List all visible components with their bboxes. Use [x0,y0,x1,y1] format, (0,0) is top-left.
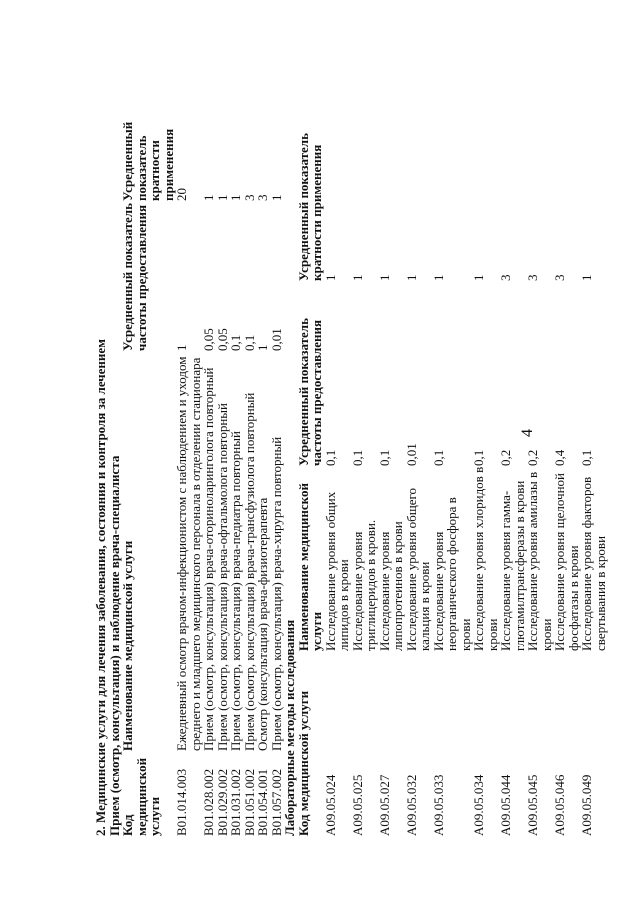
cell-name: Исследование уровня гамма-глютамилтрансферазы в крови [498,480,527,651]
cell-code: A09.05.049 [579,774,594,836]
cell-name: Исследование уровня амилазы в крови [525,471,554,651]
cell-multiplicity: 3 [498,274,513,281]
table-row [405,96,432,836]
cell-frequency: 0,1 [376,449,392,466]
cell-name: Осмотр (консультация) врача-физиотерапевта [255,497,270,751]
cell-code: A09.05.046 [552,774,567,836]
cell-code: B01.029.002 [214,768,230,836]
lab-tests-table [283,96,607,836]
cell-multiplicity: 1 [214,194,230,201]
table-row [580,96,607,836]
cell-name: Исследование уровня неорганического фосфора в крови [430,497,473,651]
subsection-title: Прием (осмотр, консультация) и наблюдение врача-специалиста [106,455,122,836]
cell-code: A09.05.033 [430,774,446,836]
cell-name: Исследование уровня общего кальция в крови [403,487,432,651]
cell-code: A09.05.024 [322,774,338,836]
table-row [432,96,473,836]
header-code: Код медицинской услуги [120,757,162,836]
cell-code: A09.05.025 [349,774,365,836]
lab-section-title-row [283,96,297,836]
cell-frequency: 1 [255,344,270,351]
cell-name: Исследование уровня общих липидов в крови [322,491,351,651]
cell-name: Прием (осмотр, консультация) врача-оториноларинголога повторный [201,367,216,751]
cell-code: B01.054.001 [255,768,270,836]
cell-multiplicity: 20 [174,188,189,201]
document-body [94,36,607,836]
cell-frequency: 0,1 [579,449,594,466]
table-header-row [121,96,175,836]
cell-name: Прием (осмотр, консультация) врача-педиатра повторный [228,431,243,751]
cell-frequency: 0,4 [552,449,567,466]
table-row [553,96,580,836]
cell-code: A09.05.032 [403,774,419,836]
cell-multiplicity: 1 [579,274,594,281]
cell-frequency: 0,01 [403,443,419,466]
cell-frequency: 0,1 [228,334,243,351]
cell-code: B01.051.002 [241,768,257,836]
cell-name: Исследование уровня липопротеинов в крови [376,521,405,651]
cell-code: A09.05.034 [471,774,486,836]
table-row [499,96,526,836]
cell-frequency: 0,01 [268,328,284,351]
cell-frequency: 0,1 [241,334,257,351]
cell-multiplicity: 3 [525,274,540,281]
header-multiplicity: Усредненный показатель кратности применения [120,121,176,201]
table-row [243,96,257,836]
cell-name: Прием (осмотр, консультация) врача-хирурга повторный [268,436,284,751]
cell-multiplicity: 3 [552,274,567,281]
cell-frequency: 1 [174,344,189,351]
cell-frequency: 0,1 [471,449,486,466]
header-name: Наименование медицинской услуги [295,483,324,651]
cell-name: Исследование уровня щелочной фосфатазы в крови [552,472,581,651]
header-name: Наименование медицинской услуги [120,540,135,751]
cell-frequency: 0,05 [201,328,216,351]
lab-section-title: Лабораторные методы исследования [282,619,297,836]
table-row [229,96,243,836]
cell-code: B01.057.002 [268,768,284,836]
cell-multiplicity: 3 [241,194,257,201]
cell-multiplicity: 1 [268,194,284,201]
cell-name: Исследование уровня триглицеридов в крови. [349,519,378,651]
header-frequency: Усредненный показатель частоты предоставления [295,318,324,466]
cell-frequency: 0,1 [430,449,446,466]
cell-frequency: 0,2 [498,449,513,466]
cell-code: B01.014.003 [174,768,189,836]
table-row [378,96,405,836]
cell-multiplicity: 1 [430,274,446,281]
cell-multiplicity: 3 [255,194,270,201]
section-title: 2. Медицинские услуги для лечения заболевания, состояния и контроля за лечением [93,338,108,836]
cell-name: Прием (осмотр, консультация) врача-трансфузиолога повторный [241,392,257,751]
table-row [472,96,499,836]
header-multiplicity: Усредненный показатель кратности применения [295,133,324,281]
table-row [175,96,202,836]
cell-multiplicity: 1 [376,274,392,281]
cell-name: Исследование уровня хлоридов в крови [471,466,500,651]
cell-multiplicity: 1 [322,274,338,281]
cell-multiplicity: 1 [403,274,419,281]
cell-code: A09.05.044 [498,774,513,836]
table-row [351,96,378,836]
cell-code: A09.05.027 [376,774,392,836]
cell-name: Ежедневный осмотр врачом-инфекционистом с наблюдением и уходом среднего и младшего медицинского персонала в отделении стационара [174,356,203,751]
cell-frequency: 0,1 [349,449,365,466]
table-row [526,96,553,836]
cell-frequency: 0,05 [214,328,230,351]
cell-code: A09.05.045 [525,774,540,836]
header-frequency: Усредненный показатель частоты предоставления [120,203,149,351]
cell-code: B01.031.002 [228,768,243,836]
cell-name: Прием (осмотр, консультация) врача-офтальмолога повторный [214,403,230,751]
cell-frequency: 0,2 [525,449,540,466]
header-code: Код медицинской услуги [295,690,311,836]
cell-multiplicity: 1 [349,274,365,281]
page-number: 4 [519,429,536,437]
cell-multiplicity: 1 [228,194,243,201]
cell-code: B01.028.002 [201,768,216,836]
cell-multiplicity: 1 [471,274,486,281]
table-header-row [297,96,324,836]
consultations-table [121,96,283,836]
table-row [324,96,351,836]
cell-multiplicity: 1 [201,194,216,201]
table-row [256,96,270,836]
table-row [216,96,230,836]
cell-name: Исследование уровня факторов свертывания в крови [579,476,608,651]
cell-frequency: 0,1 [322,449,338,466]
table-row [270,96,284,836]
table-row [202,96,216,836]
